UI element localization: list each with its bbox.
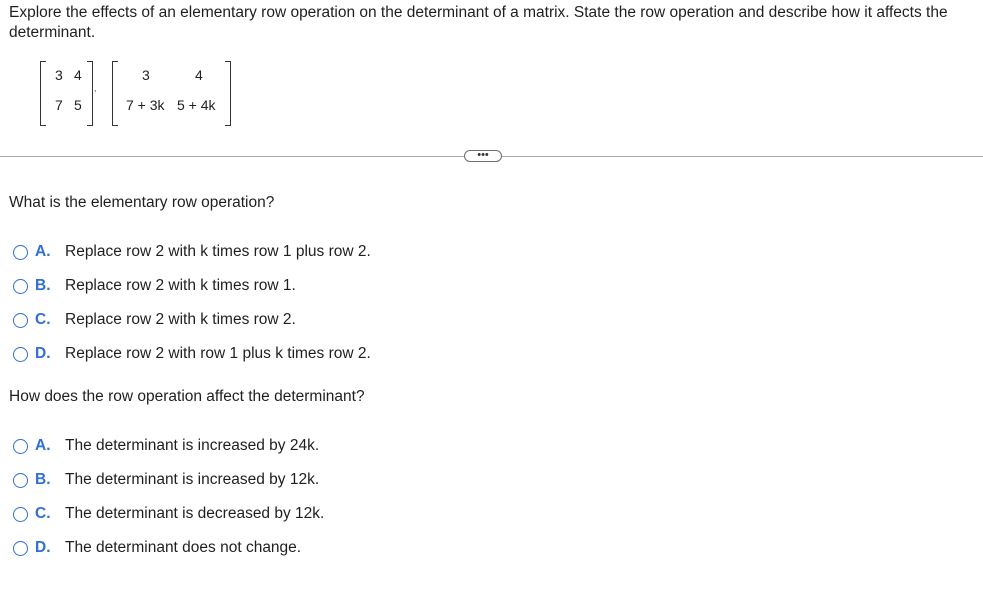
- matrix-cell: 5 + 4k: [177, 97, 216, 113]
- option-letter: C.: [35, 311, 51, 328]
- matrix-cell: 7 + 3k: [126, 97, 165, 113]
- radio-button[interactable]: [13, 347, 28, 362]
- radio-button[interactable]: [13, 473, 28, 488]
- option-letter: A.: [35, 243, 51, 260]
- radio-button[interactable]: [13, 439, 28, 454]
- matrix-original: [40, 61, 93, 124]
- matrix-left-bracket: [112, 61, 118, 126]
- option-text: Replace row 2 with k times row 1 plus row 2.: [65, 243, 371, 260]
- option-text: Replace row 2 with k times row 2.: [65, 311, 296, 328]
- radio-button[interactable]: [13, 279, 28, 294]
- radio-button[interactable]: [13, 313, 28, 328]
- option-letter: B.: [35, 471, 51, 488]
- matrix-right-bracket: [225, 61, 231, 126]
- matrix-separator: ,: [94, 83, 97, 93]
- matrix-cell: 4: [195, 67, 203, 83]
- radio-button[interactable]: [13, 507, 28, 522]
- matrix-cell: 5: [74, 97, 82, 113]
- option-q1-d[interactable]: [13, 337, 371, 371]
- matrix-cell: 4: [74, 67, 82, 83]
- option-letter: B.: [35, 277, 51, 294]
- option-q2-b[interactable]: [13, 463, 324, 497]
- option-q1-a[interactable]: [13, 235, 371, 269]
- option-text: The determinant is increased by 24k.: [65, 437, 320, 454]
- matrix-cell: 3: [55, 67, 63, 83]
- matrix-cell: 7: [55, 97, 63, 113]
- radio-button[interactable]: [13, 245, 28, 260]
- option-q2-c[interactable]: [13, 497, 324, 531]
- matrix-modified: [112, 61, 231, 124]
- question-2-text: How does the row operation affect the determinant?: [9, 388, 365, 405]
- more-options-button[interactable]: •••: [464, 150, 502, 162]
- question-1-text: What is the elementary row operation?: [9, 194, 275, 211]
- question-2-options: [13, 429, 324, 565]
- matrix-left-bracket: [40, 61, 46, 126]
- option-letter: A.: [35, 437, 51, 454]
- question-prompt: Explore the effects of an elementary row operation on the determinant of a matrix. State the row operation and describe how it affects the determinant.: [9, 4, 948, 41]
- option-q2-d[interactable]: [13, 531, 324, 565]
- question-1-options: [13, 235, 371, 371]
- option-text: The determinant does not change.: [65, 539, 302, 556]
- option-letter: D.: [35, 345, 51, 362]
- matrix-right-bracket: [87, 61, 93, 126]
- option-q1-b[interactable]: [13, 269, 371, 303]
- option-text: The determinant is decreased by 12k.: [65, 505, 325, 522]
- option-letter: D.: [35, 539, 51, 556]
- radio-button[interactable]: [13, 541, 28, 556]
- option-q1-c[interactable]: [13, 303, 371, 337]
- option-letter: C.: [35, 505, 51, 522]
- option-text: Replace row 2 with row 1 plus k times row 2.: [65, 345, 371, 362]
- option-text: The determinant is increased by 12k.: [65, 471, 320, 488]
- option-text: Replace row 2 with k times row 1.: [65, 277, 296, 294]
- matrix-cell: 3: [142, 67, 150, 83]
- option-q2-a[interactable]: [13, 429, 324, 463]
